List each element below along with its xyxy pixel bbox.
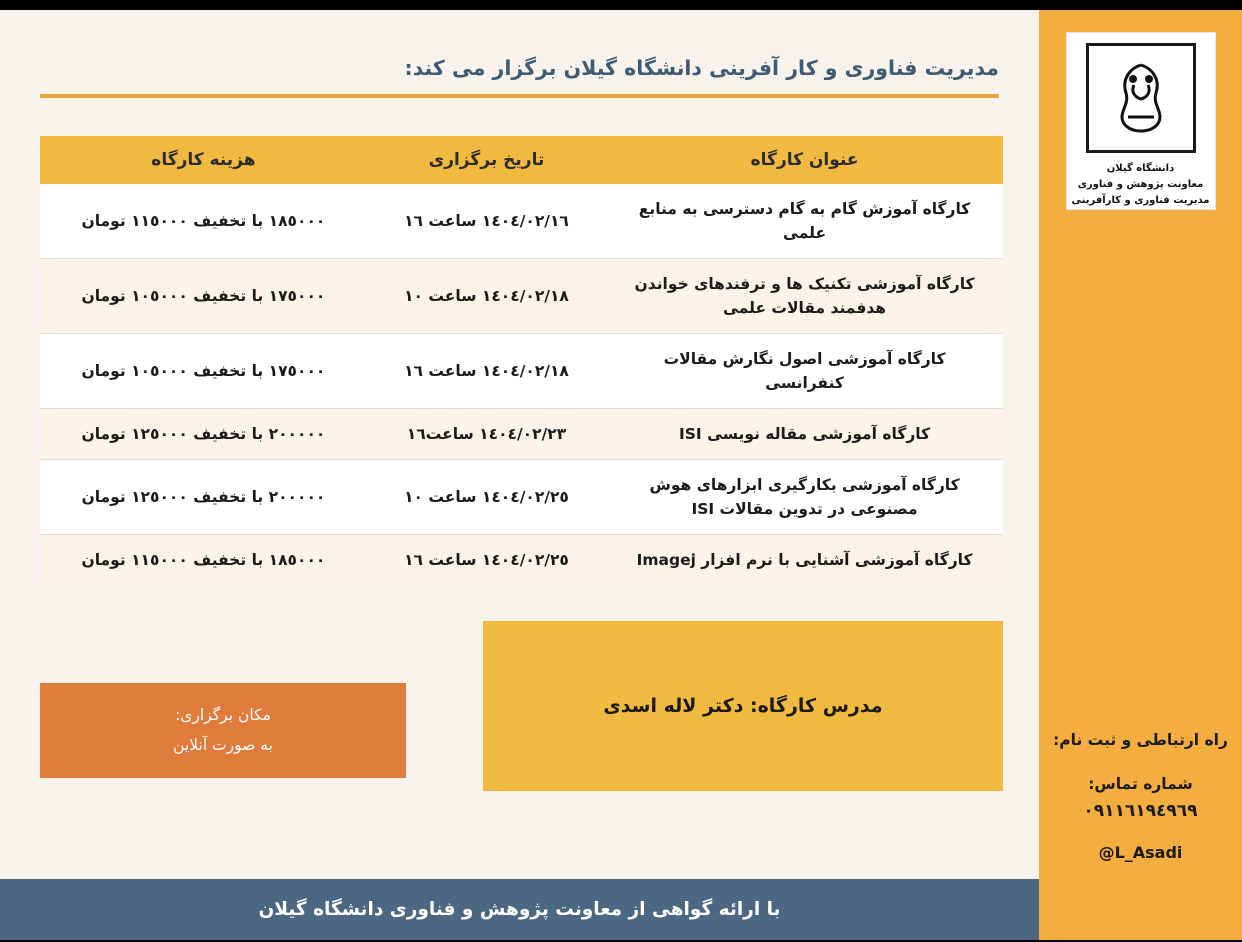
sidebar xyxy=(1039,10,1242,940)
cell-workshop-title: کارگاه آموزشی تکنیک ها و ترفندهای خواندن هدفمند مقالات علمی xyxy=(606,259,1003,334)
logo-caption-line-2: معاونت پژوهش و فناوری xyxy=(1077,179,1204,190)
column-header-title: عنوان کارگاه xyxy=(606,136,1003,184)
column-header-date: تاریخ برگزاری xyxy=(367,136,606,184)
table-row xyxy=(40,334,1003,409)
cell-workshop-title: کارگاه آموزشی بکارگیری ابزارهای هوش مصنوعی در تدوین مقالات ISI xyxy=(606,460,1003,535)
contact-label: راه ارتباطی و ثبت نام: xyxy=(1053,730,1228,749)
university-logo xyxy=(1066,32,1216,210)
table-row xyxy=(40,535,1003,586)
lower-section xyxy=(40,621,1003,791)
table-head xyxy=(40,136,1003,184)
cell-workshop-cost: ١٧٥٠٠٠ با تخفیف ١٠٥٠٠٠ تومان xyxy=(40,334,367,409)
poster-header xyxy=(0,10,1039,98)
header-divider xyxy=(40,94,999,98)
logo-caption xyxy=(1072,161,1210,209)
table-row xyxy=(40,460,1003,535)
table-row xyxy=(40,409,1003,460)
cell-workshop-date: ١٤٠٤/٠٢/١٦ ساعت ١٦ xyxy=(367,184,606,259)
table-body xyxy=(40,184,1003,585)
contact-block xyxy=(1039,727,1242,862)
column-header-cost: هزینه کارگاه xyxy=(40,136,367,184)
cell-workshop-cost: ٢٠٠٠٠٠ با تخفیف ١٢٥٠٠٠ تومان xyxy=(40,460,367,535)
contact-phone-label: شماره تماس: xyxy=(1088,775,1193,793)
venue-value: به صورت آنلاین xyxy=(173,735,273,754)
logo-emblem-icon xyxy=(1086,43,1196,153)
instructor-box: مدرس کارگاه: دکتر لاله اسدی xyxy=(483,621,1003,791)
workshops-table xyxy=(40,136,1003,585)
contact-handle[interactable]: @L_Asadi xyxy=(1098,843,1183,862)
cell-workshop-date: ١٤٠٤/٠٢/١٨ ساعت ١٠ xyxy=(367,259,606,334)
cell-workshop-title: کارگاه آموزش گام به گام دسترسی به منابع علمی xyxy=(606,184,1003,259)
table-header-row xyxy=(40,136,1003,184)
logo-caption-line-1: دانشگاه گیلان xyxy=(1106,163,1175,174)
main-content xyxy=(0,10,1039,940)
cell-workshop-date: ١٤٠٤/٠٢/١٨ ساعت ١٦ xyxy=(367,334,606,409)
cell-workshop-cost: ٢٠٠٠٠٠ با تخفیف ١٢٥٠٠٠ تومان xyxy=(40,409,367,460)
cell-workshop-cost: ١٨٥٠٠٠ با تخفیف ١١٥٠٠٠ تومان xyxy=(40,535,367,586)
cell-workshop-title: کارگاه آموزشی آشنایی با نرم افزار Imagej xyxy=(606,535,1003,586)
footer-banner: با ارائه گواهی از معاونت پژوهش و فناوری دانشگاه گیلان xyxy=(0,879,1039,940)
cell-workshop-cost: ١٨٥٠٠٠ با تخفیف ١١٥٠٠٠ تومان xyxy=(40,184,367,259)
cell-workshop-cost: ١٧٥٠٠٠ با تخفیف ١٠٥٠٠٠ تومان xyxy=(40,259,367,334)
logo-caption-line-3: مدیریت فناوری و کارآفرینی xyxy=(1071,195,1210,206)
contact-phone-number: ٠٩١١٦١٩٤٩٦٩ xyxy=(1083,801,1198,821)
cell-workshop-title: کارگاه آموزشی مقاله نویسی ISI xyxy=(606,409,1003,460)
cell-workshop-title: کارگاه آموزشی اصول نگارش مقالات کنفرانسی xyxy=(606,334,1003,409)
table-row xyxy=(40,259,1003,334)
workshops-table-wrap xyxy=(40,136,1003,585)
cell-workshop-date: ١٤٠٤/٠٢/٢٣ ساعت١٦ xyxy=(367,409,606,460)
venue-label: مکان برگزاری: xyxy=(175,706,271,725)
page-title: مدیریت فناوری و کار آفرینی دانشگاه گیلان برگزار می کند: xyxy=(404,56,999,80)
table-row xyxy=(40,184,1003,259)
venue-box xyxy=(40,683,406,778)
cell-workshop-date: ١٤٠٤/٠٢/٢٥ ساعت ١٠ xyxy=(367,460,606,535)
cell-workshop-date: ١٤٠٤/٠٢/٢٥ ساعت ١٦ xyxy=(367,535,606,586)
